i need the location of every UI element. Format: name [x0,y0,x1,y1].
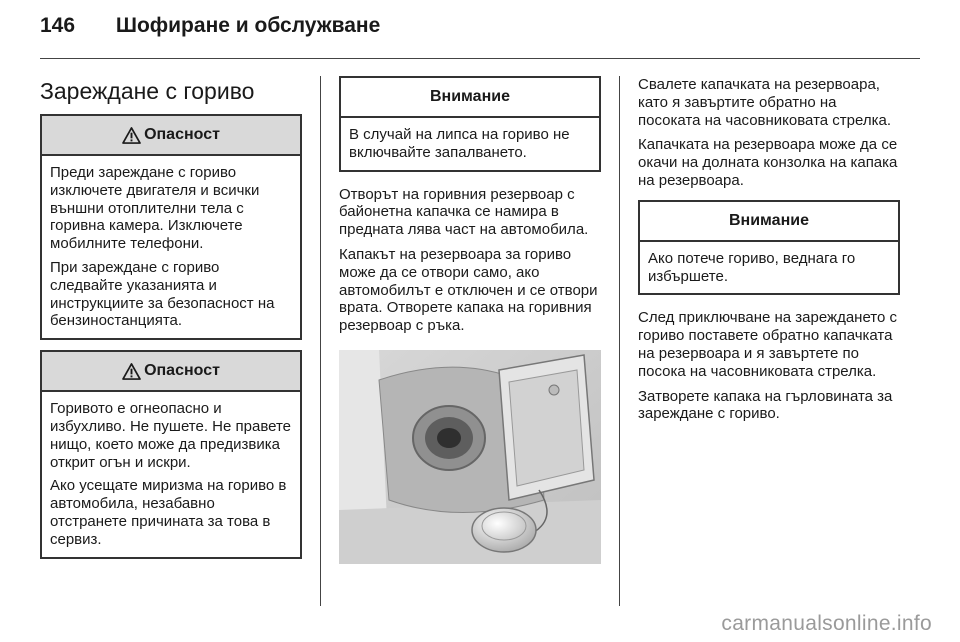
danger-box-1-paragraph: При зареждане с гориво следвайте указанията и инструкциите за безопасност на бензиностанцията. [50,258,275,330]
header-rule [40,58,920,59]
danger-box-1-body [42,156,300,338]
caution-box-2-header [640,202,898,242]
caution-box-1 [339,76,601,172]
column-1 [40,76,302,569]
danger-box-2-header [42,352,300,392]
warning-triangle-icon [122,127,141,144]
caution-box-2-body [640,242,898,294]
danger-box-1-header [42,116,300,156]
danger-box-1-paragraph: Преди зареждане с гориво изключете двигателя и всички външни отоплителни тела с горивна камера. Изключете мобилните телефони. [50,164,260,253]
column-3 [638,76,900,430]
caution-box-1-body [341,118,599,170]
page-number: 146 [40,14,76,37]
caution-box-1-header [341,78,599,118]
danger-box-2-paragraph: Ако усещате миризма на гориво в автомобила, незабавно отстранете причината за това в сервиз. [50,477,287,548]
body-paragraph: Капакът на резервоара за гориво може да се отвори само, ако автомобилът е отключен и се отвори врата. Отворете капака на горивния резервоар с ръка. [339,245,598,335]
danger-box-1 [40,114,302,340]
caution-box-2 [638,200,900,296]
danger-box-2-paragraph: Горивото е огнеопасно и избухливо. Не пушете. Не правете нищо, което може да предизвика открит огън и искри. [50,400,292,471]
caution-box-1-heading: Внимание [430,88,510,105]
body-paragraph: След приключване на зареждането с гориво поставете обратно капачката на резервоара и я завъртете по посока на часовниковата стрелка. [638,309,898,380]
body-paragraph: Свалете капачката на резервоара, като я завъртите обратно на посоката на часовниковата стрелка. [638,76,891,129]
caution-box-2-heading: Внимание [729,211,809,229]
watermark: carmanualsonline.info [721,612,932,635]
page-title: Зареждане с гориво [40,78,255,104]
body-paragraph: Отворът на горивния резервоар с байонетна капачка се намира в предната лява част на автомобила. [339,185,589,239]
warning-triangle-icon [122,363,141,380]
caution-box-2-text: Ако потече гориво, веднага го избършете. [648,249,856,285]
danger-box-2-heading: Опасност [144,362,220,380]
page-header [40,14,380,38]
fuel-filler-illustration [339,350,601,564]
danger-box-2-body [42,392,300,556]
body-paragraph: Капачката на резервоара може да се окачи на долната конзолка на капака на резервоара. [638,136,898,189]
section-title: Шофиране и обслужване [115,14,381,37]
column-divider-1 [320,76,321,606]
body-paragraph: Затворете капака на гърловината за зареждане с гориво. [638,387,893,423]
column-2 [339,76,601,569]
danger-box-1-heading: Опасност [144,126,220,143]
danger-box-2 [40,350,302,558]
column-divider-2 [619,76,620,606]
caution-box-1-text: В случай на липса на гориво не включвайте запалването. [349,126,570,161]
